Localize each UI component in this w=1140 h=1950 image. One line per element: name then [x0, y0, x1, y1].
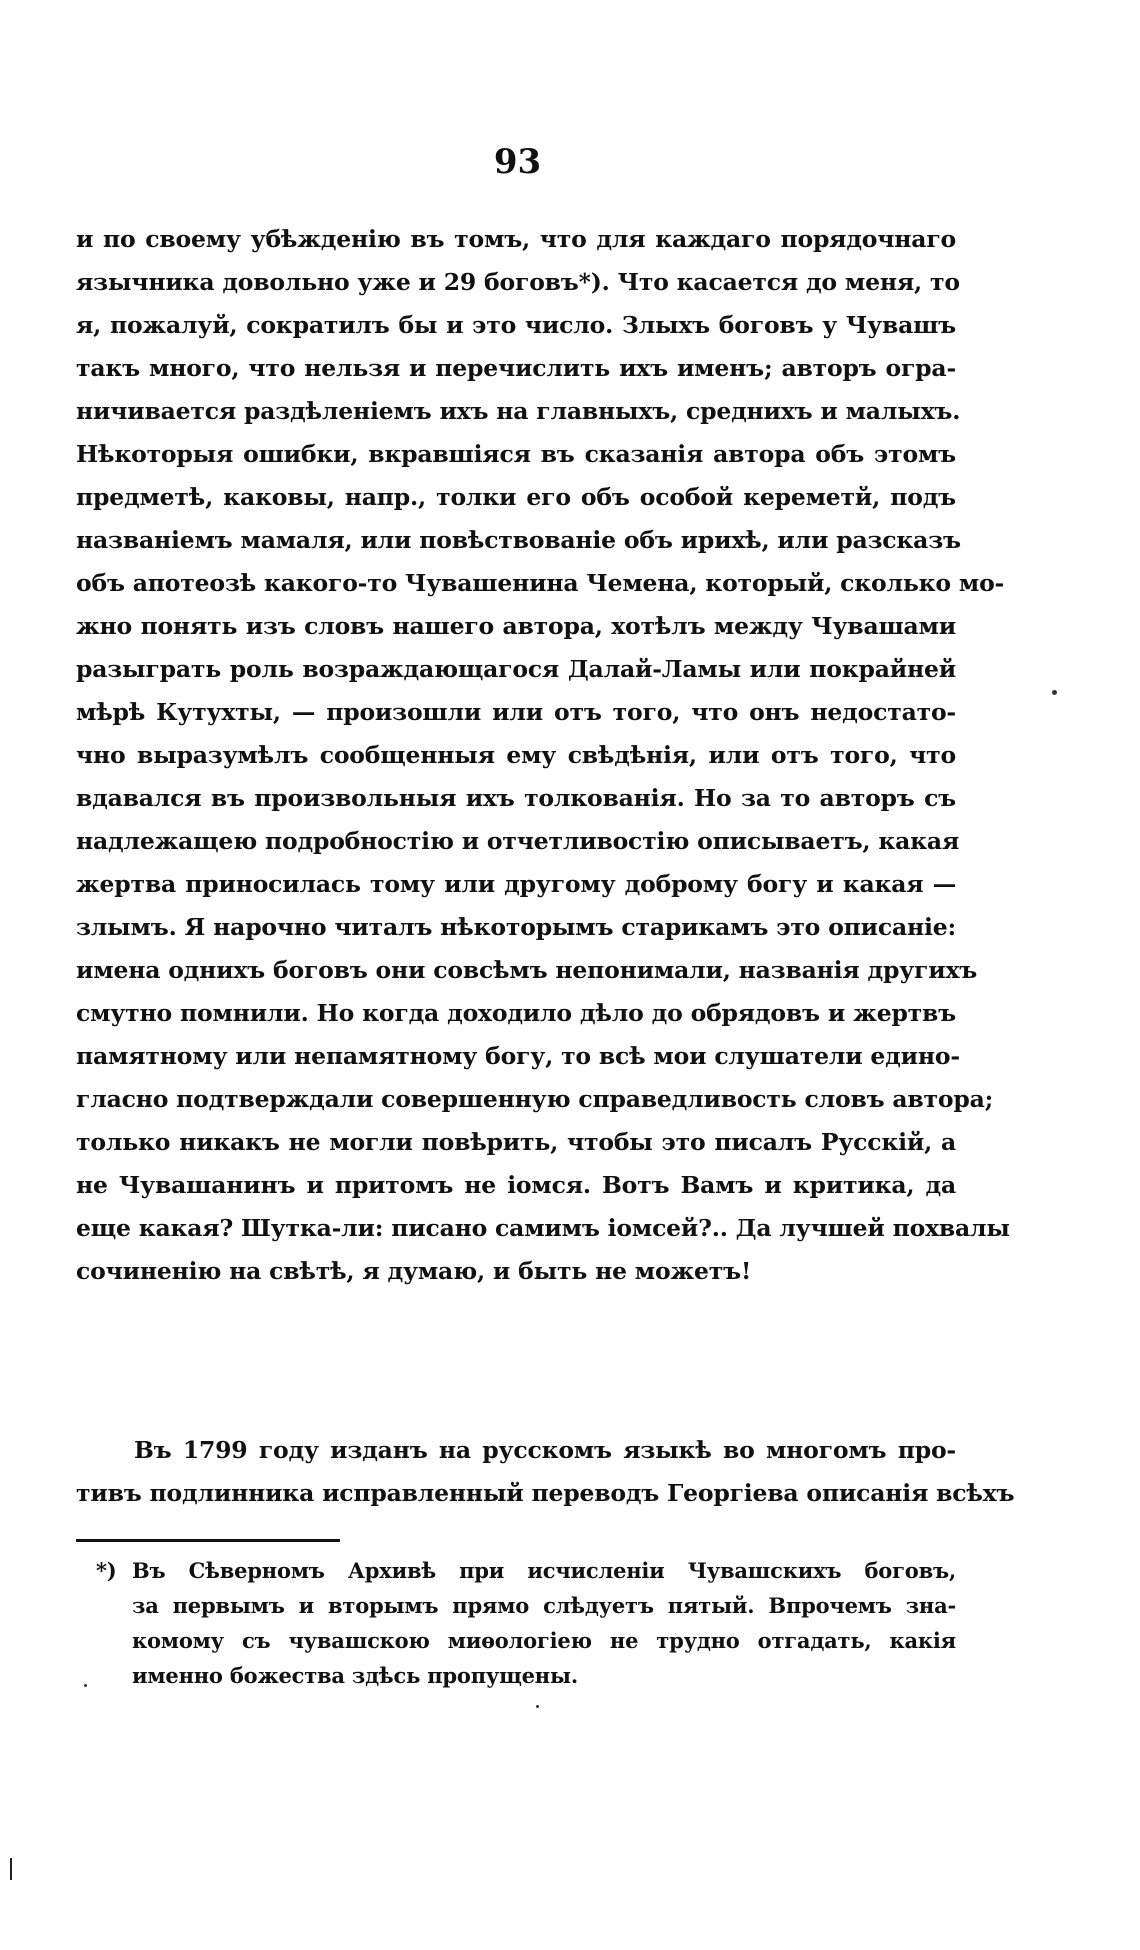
- text-line: разыграть роль возраждающагося Далай-Ламы или покрайней: [76, 655, 956, 683]
- text-line: я, пожалуй, сократилъ бы и это число. Злыхъ боговъ у Чувашъ: [76, 311, 956, 339]
- text-line: объ апотеозѣ какого-то Чувашенина Чемена, который, сколько мо-: [76, 569, 1005, 597]
- text-line: вдавался въ произвольныя ихъ толкованія. Но за то авторъ съ: [76, 784, 956, 812]
- footnote-line: за первымъ и вторымъ прямо слѣдуетъ пятый. Впрочемъ зна-: [132, 1593, 956, 1618]
- text-line: такъ много, что нельзя и перечислить ихъ именъ; авторъ огра-: [76, 354, 956, 382]
- text-line: надлежащею подробностію и отчетливостію описываетъ, какая: [76, 827, 960, 855]
- text-line: Въ 1799 году изданъ на русскомъ языкѣ во многомъ про-: [134, 1436, 956, 1464]
- footnote-line: [96, 1553, 956, 1588]
- text-line: тивъ подлинника исправленный переводъ Георгіева описанія всѣхъ: [76, 1479, 1015, 1507]
- text-line: не Чувашанинъ и притомъ не іомся. Вотъ Вамъ и критика, да: [76, 1171, 956, 1199]
- text-line: сочиненію на свѣтѣ, я думаю, и быть не можетъ!: [76, 1257, 752, 1285]
- footnote-line: комому съ чувашскою миѳологіею не трудно отгадать, какія: [132, 1628, 956, 1653]
- text-line: гласно подтверждали совершенную справедливость словъ автора;: [76, 1085, 994, 1113]
- footnote: [96, 1553, 956, 1693]
- text-line: язычника довольно уже и 29 боговъ*). Что касается до меня, то: [76, 268, 960, 296]
- text-line: названіемъ мамаля, или повѣствованіе объ ирихѣ, или разсказъ: [76, 526, 961, 554]
- paragraph-2: [76, 1429, 1015, 1515]
- text-line: мѣрѣ Кутухты, — произошли или отъ того, что онъ недостато-: [76, 698, 956, 726]
- footnote-marker: *): [96, 1558, 117, 1583]
- text-line: жертва приносилась тому или другому доброму богу и какая —: [76, 870, 956, 898]
- text-line: памятному или непамятному богу, то всѣ мои слушатели едино-: [76, 1042, 960, 1070]
- footnote-line-text: Въ Сѣверномъ Архивѣ при исчисленіи Чувашскихъ боговъ,: [132, 1558, 956, 1583]
- footnote-line: именно божества здѣсь пропущены.: [132, 1663, 578, 1688]
- footnote-divider: [76, 1539, 340, 1542]
- text-line: злымъ. Я нарочно читалъ нѣкоторымъ старикамъ это описаніе:: [76, 913, 956, 941]
- text-line: ничивается раздѣленіемъ ихъ на главныхъ, среднихъ и малыхъ.: [76, 397, 961, 425]
- page-number: 93: [493, 142, 542, 182]
- scan-edge-mark: [10, 1858, 12, 1880]
- print-speck: [84, 1684, 87, 1687]
- print-speck: [536, 1705, 539, 1708]
- text-line: жно понять изъ словъ нашего автора, хотѣлъ между Чувашами: [76, 612, 956, 640]
- text-line: Нѣкоторыя ошибки, вкравшіяся въ сказанія автора объ этомъ: [76, 440, 956, 468]
- text-line: и по своему убѣжденію въ томъ, что для каждаго порядочнаго: [76, 225, 956, 253]
- text-line: чно выразумѣлъ сообщенныя ему свѣдѣнія, или отъ того, что: [76, 741, 956, 769]
- print-speck: [1052, 690, 1057, 695]
- text-line: только никакъ не могли повѣрить, чтобы это писалъ Русскій, а: [76, 1128, 956, 1156]
- text-line: предметѣ, каковы, напр., толки его объ особой кереметй, подъ: [76, 483, 956, 511]
- main-text: [76, 218, 1010, 1293]
- text-line: имена однихъ боговъ они совсѣмъ непонимали, названія другихъ: [76, 956, 978, 984]
- text-line: смутно помнили. Но когда доходило дѣло до обрядовъ и жертвъ: [76, 999, 956, 1027]
- text-line: еще какая? Шутка-ли: писано самимъ іомсей?.. Да лучшей похвалы: [76, 1214, 1010, 1242]
